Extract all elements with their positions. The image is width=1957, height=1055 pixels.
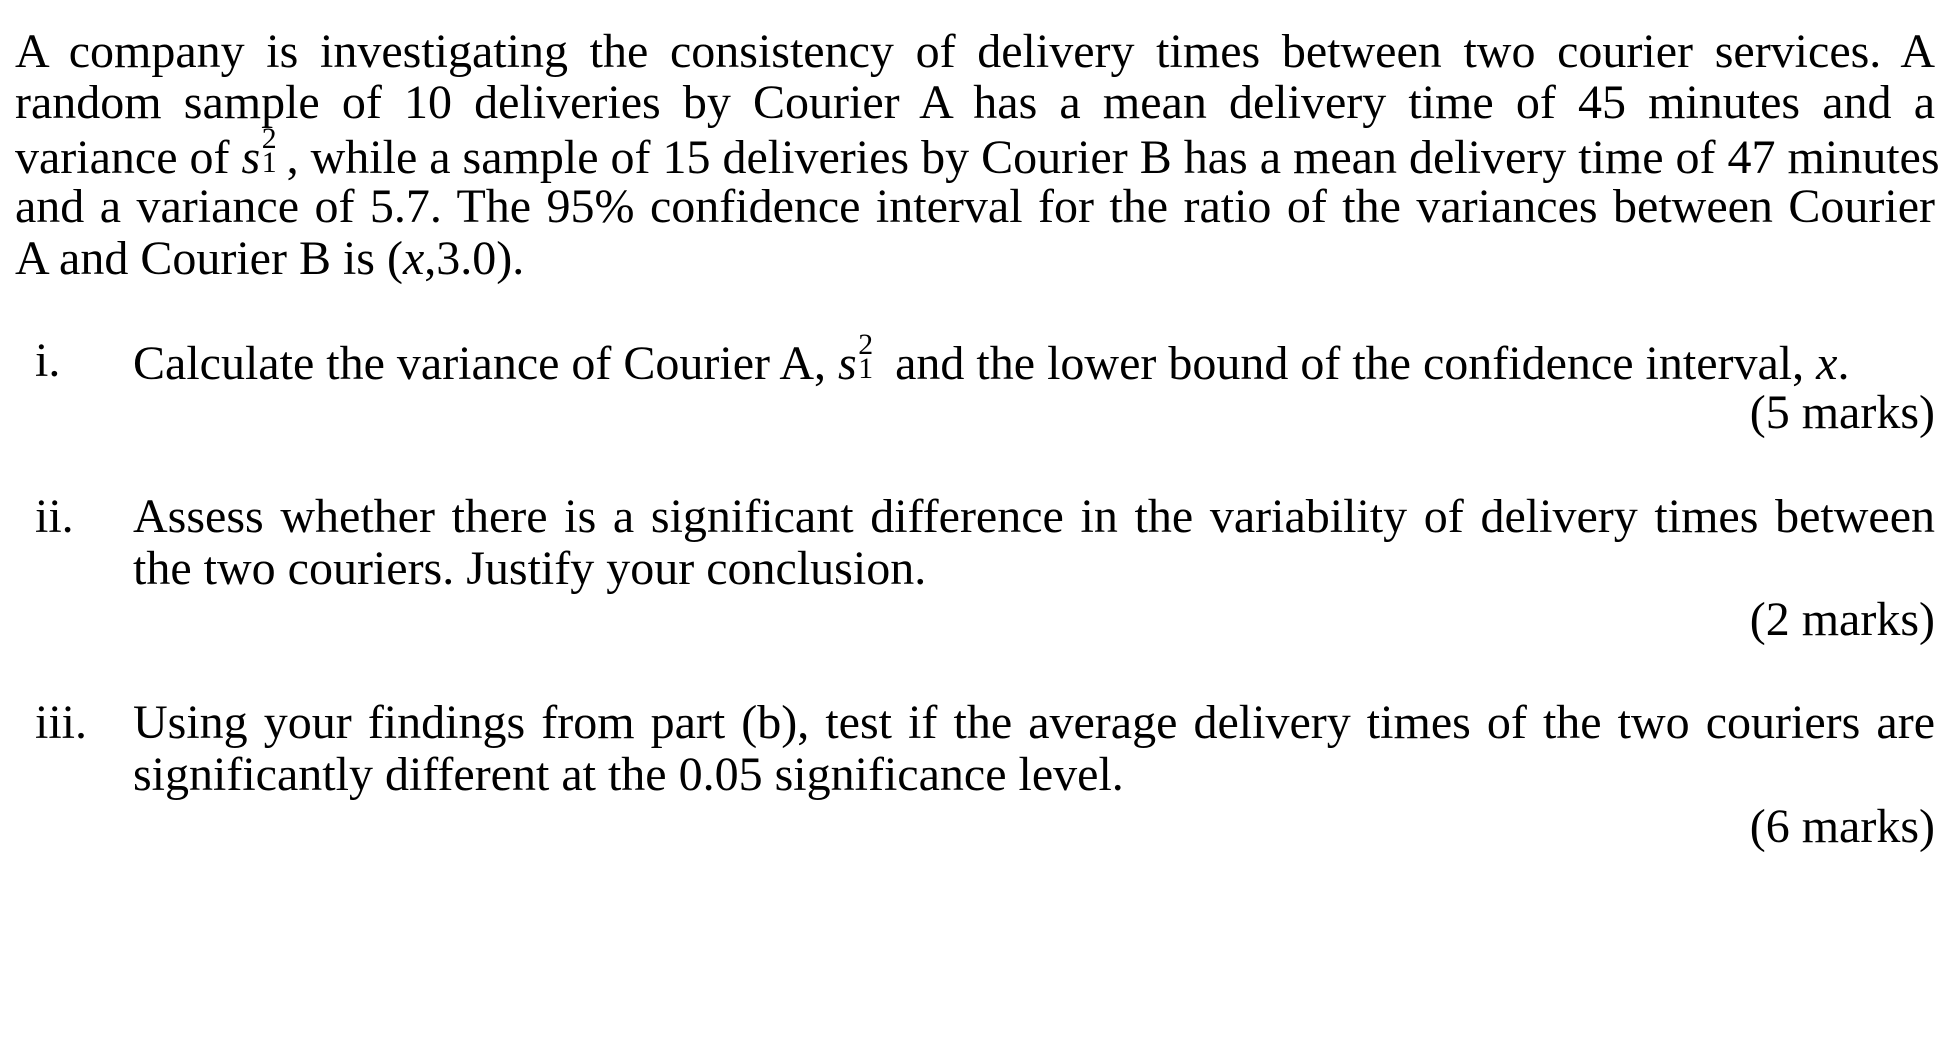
part-i-text-before: Calculate the variance of Courier A,	[133, 337, 827, 390]
intro-line-4: and a variance of 5.7. The 95% confidence interval for the ratio of the variances between Courier	[15, 180, 1935, 233]
part-i-variable-x: x	[1816, 337, 1838, 390]
part-i-period: .	[1837, 337, 1850, 390]
variance-symbol-sup: 2	[261, 121, 277, 155]
intro-line-3-end: , while a sample of 15 deliveries by Courier B has a mean delivery time of 47 minutes	[286, 131, 1940, 184]
part-i-text-after: and the lower bound of the confidence interval,	[895, 337, 1805, 390]
part-ii-marks: (2 marks)	[1749, 593, 1935, 646]
part-ii-number: ii.	[35, 490, 74, 543]
intro-line-2: random sample of 10 deliveries by Courier A has a mean delivery time of 45 minutes and a	[15, 76, 1935, 129]
intro-line-5-start: A and Courier B is (	[15, 232, 403, 285]
part-i-symbol-scripts	[857, 327, 883, 386]
part-ii-line-1: Assess whether there is a significant difference in the variability of delivery times between	[133, 490, 1935, 543]
part-iii-line-1: Using your findings from part (b), test if the average delivery times of the two couriers are	[133, 696, 1935, 749]
part-i-text	[133, 327, 1850, 394]
variance-symbol-sub: 1	[261, 146, 277, 180]
part-i-symbol-s: s	[838, 337, 857, 390]
part-i-symbol-sub: 1	[858, 352, 874, 386]
intro-line-3-start: variance of	[15, 131, 230, 184]
intro-line-5	[15, 229, 524, 289]
intro-line-5-end: ,3.0).	[424, 232, 525, 285]
part-i-marks: (5 marks)	[1749, 386, 1935, 439]
part-iii-line-2: significantly different at the 0.05 significance level.	[133, 748, 1124, 801]
intro-line-1: A company is investigating the consistency of delivery times between two courier services. A	[15, 25, 1935, 78]
part-ii-line-2: the two couriers. Justify your conclusion.	[133, 542, 927, 595]
part-iii-marks: (6 marks)	[1749, 800, 1935, 853]
variance-symbol-scripts	[260, 121, 286, 180]
part-i-symbol-sup: 2	[858, 327, 874, 361]
part-iii-number: iii.	[35, 696, 88, 749]
part-i-number: i.	[35, 334, 61, 387]
variance-symbol-s: s	[241, 131, 261, 184]
ci-lower-variable: x	[402, 232, 425, 285]
